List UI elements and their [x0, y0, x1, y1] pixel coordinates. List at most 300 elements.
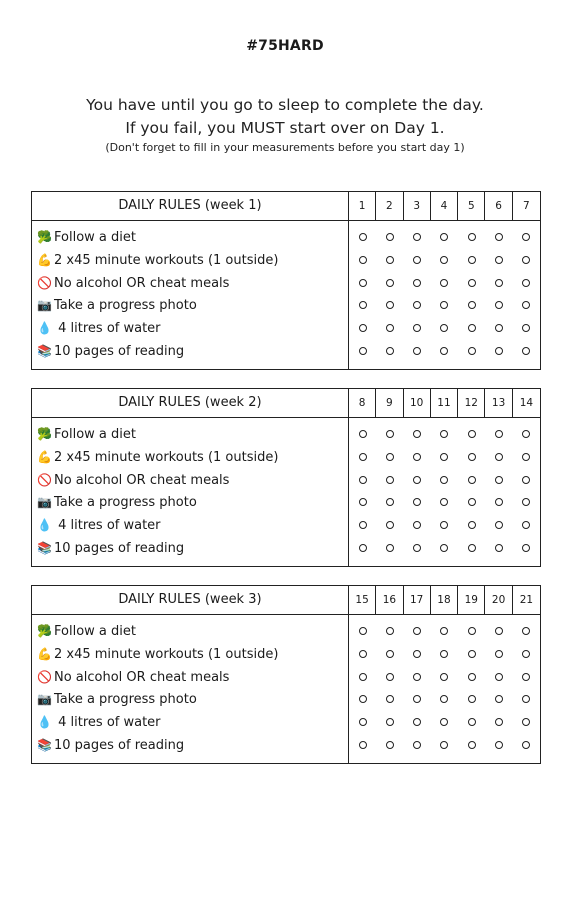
check-circle[interactable] — [413, 301, 421, 309]
check-circle[interactable] — [468, 324, 476, 332]
check-cell — [376, 514, 403, 537]
check-circle[interactable] — [468, 741, 476, 749]
check-cell — [485, 226, 512, 249]
check-cell — [376, 294, 403, 317]
check-circle[interactable] — [522, 453, 530, 461]
check-cell — [458, 226, 485, 249]
check-circle[interactable] — [468, 453, 476, 461]
rule-label-cell — [32, 344, 349, 359]
check-circle[interactable] — [359, 695, 367, 703]
check-circle[interactable] — [386, 256, 394, 264]
water-drop-icon: 💧 — [37, 320, 52, 335]
rule-row — [32, 620, 540, 643]
day-number: 4 — [431, 192, 458, 220]
check-cell — [513, 446, 540, 469]
rule-row — [32, 340, 540, 363]
check-circle[interactable] — [468, 650, 476, 658]
check-circle[interactable] — [495, 324, 503, 332]
check-circle[interactable] — [359, 347, 367, 355]
rule-text: 10 pages of reading — [54, 737, 185, 753]
day-number: 18 — [431, 586, 458, 614]
check-circle[interactable] — [386, 347, 394, 355]
check-cell — [376, 340, 403, 363]
day-number: 13 — [485, 389, 512, 417]
broccoli-icon: 🥦 — [37, 426, 52, 441]
rule-text: 4 litres of water — [54, 320, 161, 336]
check-circle[interactable] — [359, 650, 367, 658]
check-circle[interactable] — [413, 476, 421, 484]
checkbox-group — [349, 340, 540, 363]
check-cell — [485, 514, 512, 537]
check-cell — [431, 249, 458, 272]
check-circle[interactable] — [359, 521, 367, 529]
prohibited-icon: 🚫 — [37, 472, 52, 487]
check-cell — [431, 294, 458, 317]
rule-row — [32, 249, 540, 272]
check-cell — [431, 666, 458, 689]
check-circle[interactable] — [522, 741, 530, 749]
check-cell — [349, 620, 376, 643]
check-circle[interactable] — [495, 256, 503, 264]
week-header-row — [32, 389, 540, 418]
check-circle[interactable] — [386, 521, 394, 529]
check-circle[interactable] — [468, 627, 476, 635]
check-circle[interactable] — [468, 544, 476, 552]
check-circle[interactable] — [522, 301, 530, 309]
check-circle[interactable] — [386, 430, 394, 438]
check-circle[interactable] — [522, 521, 530, 529]
check-circle[interactable] — [440, 741, 448, 749]
check-circle[interactable] — [440, 521, 448, 529]
check-circle[interactable] — [386, 301, 394, 309]
check-circle[interactable] — [495, 453, 503, 461]
check-circle[interactable] — [440, 233, 448, 241]
rule-label-cell — [32, 473, 349, 488]
check-circle[interactable] — [495, 301, 503, 309]
check-circle[interactable] — [495, 498, 503, 506]
day-number: 14 — [519, 397, 534, 409]
rule-row — [32, 491, 540, 514]
check-circle[interactable] — [440, 453, 448, 461]
check-circle[interactable] — [359, 279, 367, 287]
check-cell — [404, 734, 431, 757]
check-circle[interactable] — [440, 718, 448, 726]
check-cell — [349, 423, 376, 446]
check-circle[interactable] — [522, 695, 530, 703]
check-cell — [513, 688, 540, 711]
check-cell — [349, 666, 376, 689]
check-circle[interactable] — [440, 256, 448, 264]
check-cell — [376, 734, 403, 757]
check-cell — [376, 249, 403, 272]
rule-label-cell — [32, 450, 349, 465]
rule-row — [32, 272, 540, 295]
checkbox-group — [349, 734, 540, 757]
check-cell — [349, 514, 376, 537]
water-drop-icon: 💧 — [37, 714, 52, 729]
check-cell — [485, 620, 512, 643]
check-cell — [404, 643, 431, 666]
books-icon: 📚 — [37, 343, 52, 358]
check-circle[interactable] — [440, 430, 448, 438]
check-cell — [431, 226, 458, 249]
check-circle[interactable] — [386, 695, 394, 703]
check-cell — [349, 446, 376, 469]
check-circle[interactable] — [495, 544, 503, 552]
intro-line-1: You have until you go to sleep to complete the day. — [86, 96, 484, 114]
check-cell — [485, 537, 512, 560]
check-cell — [513, 666, 540, 689]
check-circle[interactable] — [440, 347, 448, 355]
check-circle[interactable] — [440, 695, 448, 703]
check-circle[interactable] — [468, 233, 476, 241]
broccoli-icon: 🥦 — [37, 229, 52, 244]
check-circle[interactable] — [440, 627, 448, 635]
rule-row — [32, 469, 540, 492]
check-cell — [376, 423, 403, 446]
check-circle[interactable] — [386, 718, 394, 726]
check-cell — [404, 226, 431, 249]
day-number: 15 — [349, 586, 376, 614]
check-circle[interactable] — [359, 627, 367, 635]
broccoli-icon: 🥦 — [37, 623, 52, 638]
check-circle[interactable] — [413, 233, 421, 241]
check-circle[interactable] — [522, 256, 530, 264]
checkbox-group — [349, 249, 540, 272]
check-circle[interactable] — [413, 430, 421, 438]
check-cell — [431, 272, 458, 295]
check-circle[interactable] — [413, 453, 421, 461]
check-circle[interactable] — [440, 301, 448, 309]
check-circle[interactable] — [413, 324, 421, 332]
check-cell — [485, 666, 512, 689]
check-circle[interactable] — [522, 544, 530, 552]
check-circle[interactable] — [440, 279, 448, 287]
check-circle[interactable] — [468, 498, 476, 506]
check-circle[interactable] — [359, 324, 367, 332]
rule-row — [32, 294, 540, 317]
check-cell — [349, 226, 376, 249]
rule-row — [32, 317, 540, 340]
check-cell — [458, 666, 485, 689]
check-circle[interactable] — [468, 476, 476, 484]
check-circle[interactable] — [495, 476, 503, 484]
rule-label-cell — [32, 427, 349, 442]
prohibited-icon: 🚫 — [37, 275, 52, 290]
rule-row — [32, 446, 540, 469]
check-circle[interactable] — [386, 476, 394, 484]
rule-label-cell — [32, 321, 349, 336]
check-circle[interactable] — [359, 544, 367, 552]
check-circle[interactable] — [413, 741, 421, 749]
check-circle[interactable] — [440, 498, 448, 506]
check-circle[interactable] — [359, 476, 367, 484]
check-cell — [458, 469, 485, 492]
check-circle[interactable] — [468, 673, 476, 681]
rule-row — [32, 643, 540, 666]
flexed-bicep-icon: 💪 — [37, 646, 52, 661]
rule-label-cell — [32, 647, 349, 662]
check-cell — [349, 249, 376, 272]
rule-text: 10 pages of reading — [54, 343, 185, 359]
rule-label-cell — [32, 230, 349, 245]
check-cell — [404, 272, 431, 295]
check-cell — [513, 317, 540, 340]
check-cell — [513, 249, 540, 272]
check-circle[interactable] — [359, 430, 367, 438]
check-circle[interactable] — [413, 256, 421, 264]
rule-label-cell — [32, 276, 349, 291]
rule-label-cell — [32, 495, 349, 510]
checkbox-group — [349, 317, 540, 340]
check-cell — [458, 423, 485, 446]
check-circle[interactable] — [413, 347, 421, 355]
check-cell — [431, 491, 458, 514]
check-cell — [458, 317, 485, 340]
check-circle[interactable] — [495, 718, 503, 726]
check-cell — [485, 643, 512, 666]
check-cell — [404, 620, 431, 643]
check-circle[interactable] — [386, 233, 394, 241]
check-circle[interactable] — [495, 673, 503, 681]
week-table-2 — [31, 388, 541, 567]
check-circle[interactable] — [359, 498, 367, 506]
flexed-bicep-icon: 💪 — [37, 449, 52, 464]
check-circle[interactable] — [386, 741, 394, 749]
check-circle[interactable] — [468, 347, 476, 355]
check-cell — [485, 469, 512, 492]
check-circle[interactable] — [440, 324, 448, 332]
rule-text: Take a progress photo — [54, 691, 197, 707]
check-cell — [431, 537, 458, 560]
check-circle[interactable] — [359, 741, 367, 749]
day-number: 1 — [349, 192, 376, 220]
check-circle[interactable] — [522, 673, 530, 681]
day-number: 20 — [485, 586, 512, 614]
prohibited-icon: 🚫 — [37, 669, 52, 684]
rule-text: 10 pages of reading — [54, 540, 185, 556]
check-cell — [513, 734, 540, 757]
check-circle[interactable] — [386, 627, 394, 635]
check-cell — [458, 272, 485, 295]
check-circle[interactable] — [495, 695, 503, 703]
check-cell — [513, 514, 540, 537]
check-circle[interactable] — [522, 498, 530, 506]
checkbox-group — [349, 666, 540, 689]
rule-text: 4 litres of water — [54, 714, 161, 730]
check-cell — [513, 226, 540, 249]
check-cell — [349, 711, 376, 734]
check-cell — [431, 514, 458, 537]
check-circle[interactable] — [495, 233, 503, 241]
check-circle[interactable] — [413, 627, 421, 635]
check-circle[interactable] — [386, 453, 394, 461]
check-circle[interactable] — [495, 741, 503, 749]
check-cell — [404, 514, 431, 537]
check-circle[interactable] — [386, 673, 394, 681]
check-cell — [404, 469, 431, 492]
day-number: 2 — [376, 192, 403, 220]
week-header-row — [32, 192, 540, 221]
check-circle[interactable] — [495, 627, 503, 635]
check-circle[interactable] — [413, 544, 421, 552]
check-cell — [404, 249, 431, 272]
intro-line-2: If you fail, you MUST start over on Day 1. — [125, 119, 445, 137]
check-circle[interactable] — [522, 279, 530, 287]
check-cell — [431, 643, 458, 666]
check-circle[interactable] — [386, 544, 394, 552]
check-circle[interactable] — [440, 673, 448, 681]
check-circle[interactable] — [359, 673, 367, 681]
check-circle[interactable] — [386, 324, 394, 332]
check-circle[interactable] — [359, 301, 367, 309]
check-circle[interactable] — [468, 256, 476, 264]
check-circle[interactable] — [495, 279, 503, 287]
rule-text: 2 x45 minute workouts (1 outside) — [54, 449, 279, 465]
check-circle[interactable] — [359, 256, 367, 264]
week-table-1 — [31, 191, 541, 370]
check-cell — [485, 317, 512, 340]
check-cell — [349, 537, 376, 560]
rule-row — [32, 423, 540, 446]
camera-icon: 📷 — [37, 494, 52, 509]
check-cell — [431, 340, 458, 363]
checkbox-group — [349, 423, 540, 446]
rule-row — [32, 666, 540, 689]
check-circle[interactable] — [468, 718, 476, 726]
check-circle[interactable] — [359, 233, 367, 241]
check-circle[interactable] — [522, 430, 530, 438]
check-cell — [431, 711, 458, 734]
rule-row — [32, 688, 540, 711]
check-circle[interactable] — [495, 650, 503, 658]
check-cell — [513, 340, 540, 363]
check-circle[interactable] — [359, 453, 367, 461]
check-circle[interactable] — [522, 233, 530, 241]
day-number: 3 — [404, 192, 431, 220]
check-cell — [404, 340, 431, 363]
rule-text: Follow a diet — [54, 426, 136, 442]
check-circle[interactable] — [440, 476, 448, 484]
check-circle[interactable] — [468, 430, 476, 438]
rule-text: 2 x45 minute workouts (1 outside) — [54, 252, 279, 268]
check-circle[interactable] — [468, 279, 476, 287]
check-circle[interactable] — [359, 718, 367, 726]
check-cell — [458, 340, 485, 363]
rule-text: No alcohol OR cheat meals — [54, 275, 230, 291]
checkbox-group — [349, 469, 540, 492]
checkbox-group — [349, 514, 540, 537]
check-cell — [376, 666, 403, 689]
check-cell — [458, 537, 485, 560]
day-number: 19 — [458, 586, 485, 614]
check-circle[interactable] — [468, 301, 476, 309]
check-circle[interactable] — [386, 279, 394, 287]
check-cell — [485, 249, 512, 272]
check-cell — [458, 249, 485, 272]
check-cell — [513, 643, 540, 666]
check-cell — [431, 734, 458, 757]
check-cell — [349, 294, 376, 317]
check-cell — [431, 688, 458, 711]
check-circle[interactable] — [413, 695, 421, 703]
check-circle[interactable] — [386, 650, 394, 658]
check-circle[interactable] — [522, 718, 530, 726]
check-circle[interactable] — [522, 476, 530, 484]
check-circle[interactable] — [522, 627, 530, 635]
check-circle[interactable] — [413, 498, 421, 506]
rule-label-cell — [32, 670, 349, 685]
check-circle[interactable] — [522, 347, 530, 355]
check-cell — [349, 317, 376, 340]
check-circle[interactable] — [413, 521, 421, 529]
check-cell — [485, 734, 512, 757]
checkbox-group — [349, 294, 540, 317]
intro-note: (Don't forget to fill in your measurements before you start day 1) — [105, 141, 465, 154]
check-cell — [513, 620, 540, 643]
page-title: #75HARD — [246, 38, 324, 54]
check-circle[interactable] — [386, 498, 394, 506]
check-circle[interactable] — [440, 544, 448, 552]
check-cell — [376, 688, 403, 711]
checkbox-group — [349, 491, 540, 514]
rule-text: No alcohol OR cheat meals — [54, 669, 230, 685]
check-circle[interactable] — [468, 521, 476, 529]
check-cell — [485, 272, 512, 295]
check-circle[interactable] — [440, 650, 448, 658]
check-cell — [513, 423, 540, 446]
day-number: 12 — [458, 389, 485, 417]
week-header-row — [32, 586, 540, 615]
rule-text: Take a progress photo — [54, 494, 197, 510]
check-cell — [431, 620, 458, 643]
check-cell — [513, 537, 540, 560]
check-circle[interactable] — [468, 695, 476, 703]
check-cell — [349, 734, 376, 757]
week-label: DAILY RULES (week 1) — [32, 192, 349, 220]
check-circle[interactable] — [495, 430, 503, 438]
rule-label-cell — [32, 518, 349, 533]
camera-icon: 📷 — [37, 691, 52, 706]
check-cell — [431, 469, 458, 492]
week-label: DAILY RULES (week 3) — [32, 586, 349, 614]
check-cell — [376, 620, 403, 643]
rule-label-cell — [32, 541, 349, 556]
check-cell — [349, 491, 376, 514]
check-cell — [485, 711, 512, 734]
check-circle[interactable] — [522, 650, 530, 658]
check-circle[interactable] — [413, 718, 421, 726]
rule-text: 2 x45 minute workouts (1 outside) — [54, 646, 279, 662]
check-circle[interactable] — [413, 650, 421, 658]
check-cell — [404, 317, 431, 340]
check-circle[interactable] — [413, 673, 421, 681]
check-cell — [485, 294, 512, 317]
check-cell — [458, 491, 485, 514]
check-circle[interactable] — [413, 279, 421, 287]
check-circle[interactable] — [522, 324, 530, 332]
check-circle[interactable] — [495, 521, 503, 529]
check-cell — [458, 446, 485, 469]
day-number: 7 — [523, 200, 530, 212]
check-cell — [349, 272, 376, 295]
check-cell — [485, 423, 512, 446]
rule-text: Follow a diet — [54, 623, 136, 639]
check-cell — [513, 469, 540, 492]
checkbox-group — [349, 272, 540, 295]
check-circle[interactable] — [495, 347, 503, 355]
rule-row — [32, 514, 540, 537]
